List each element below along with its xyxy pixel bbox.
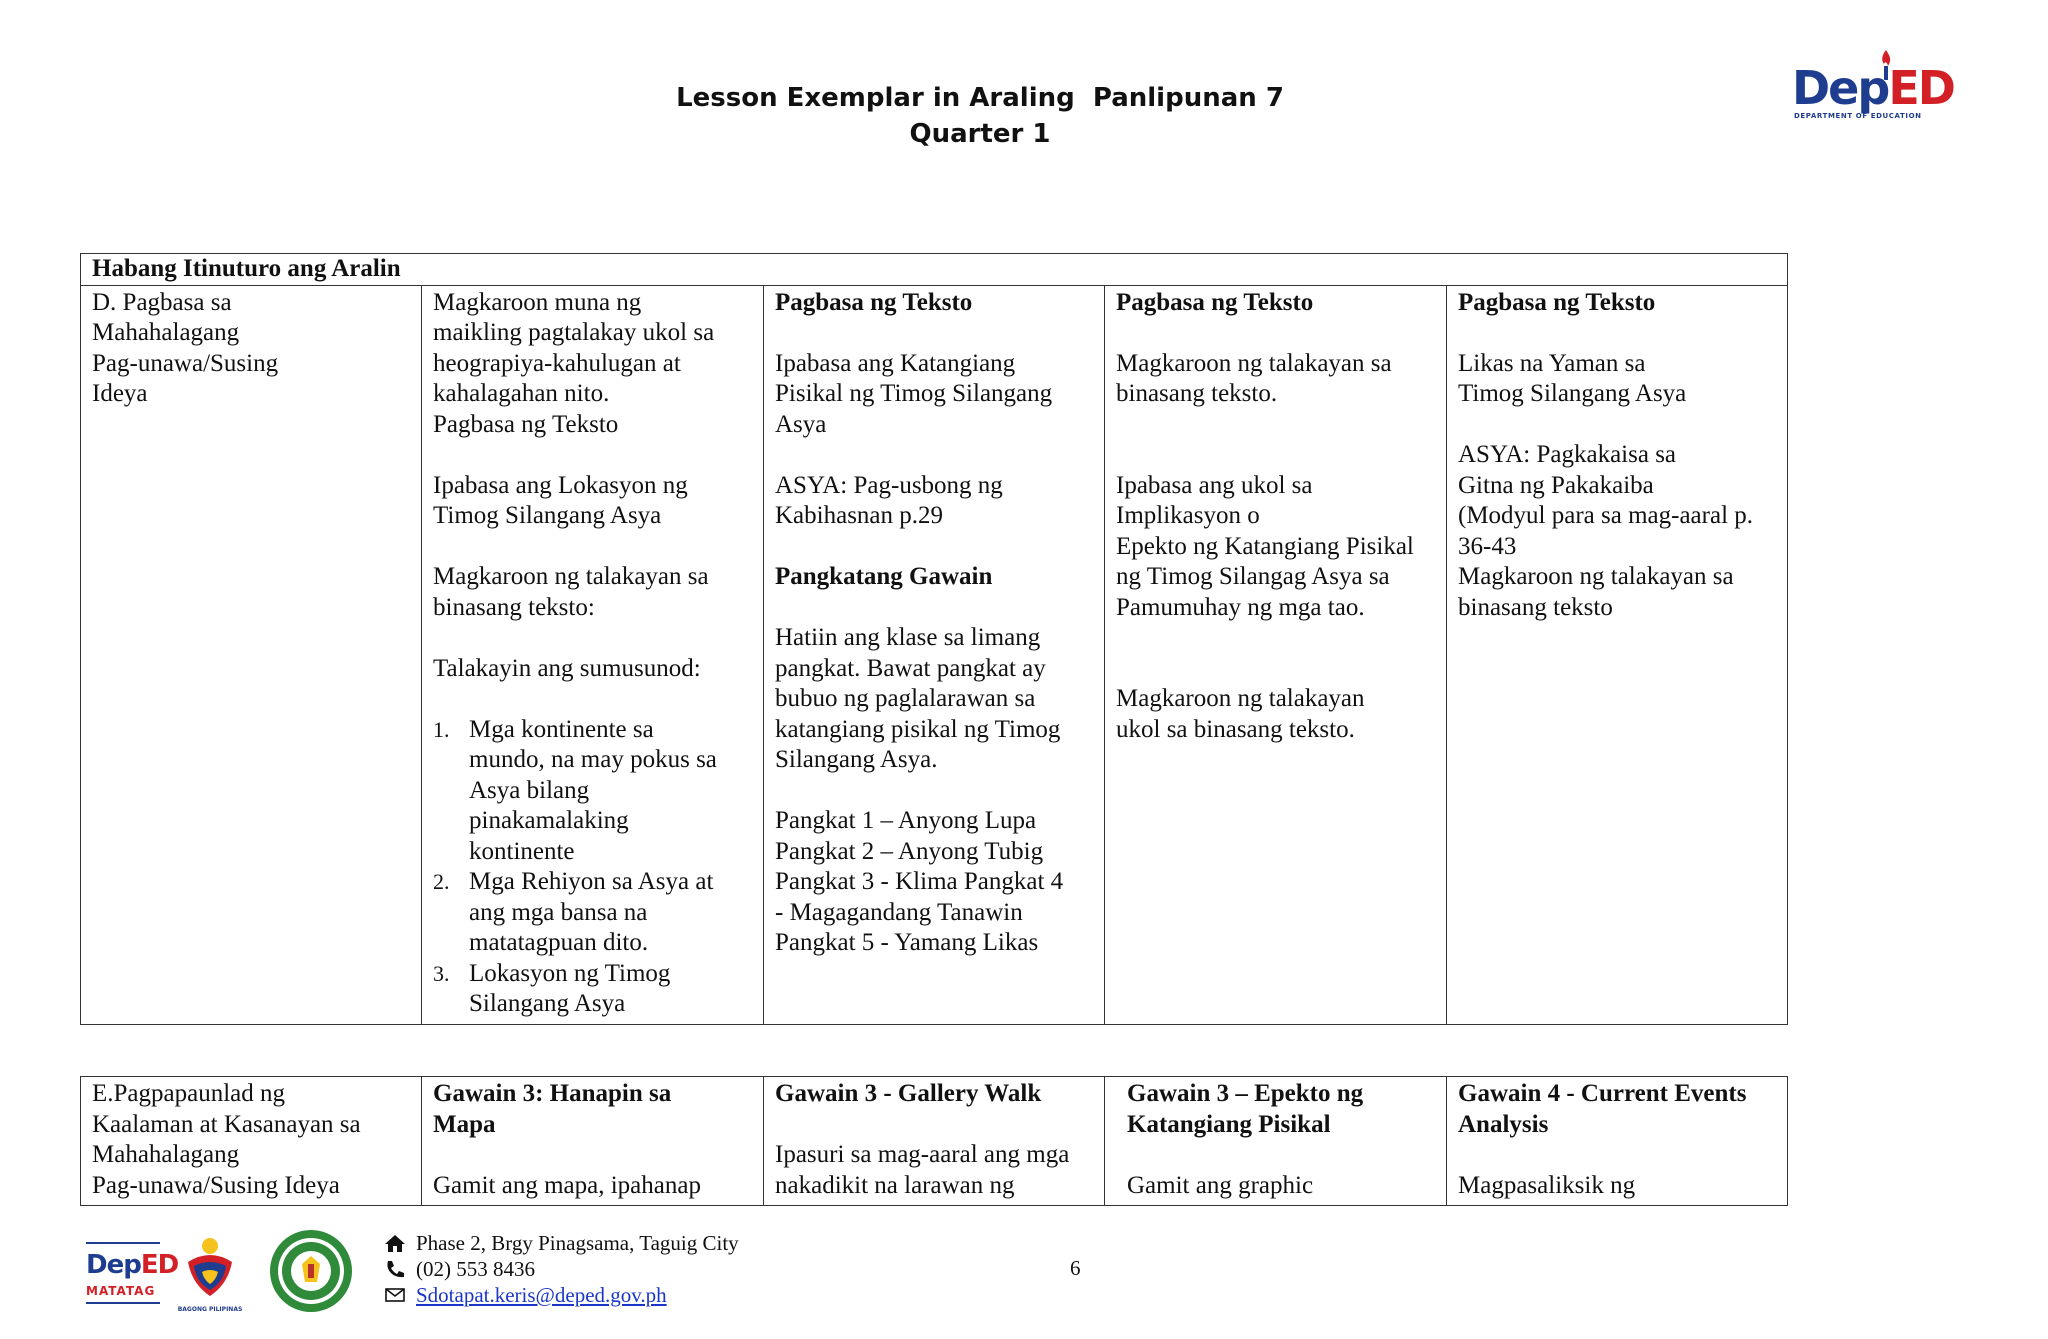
topic-number: 3.	[433, 960, 450, 986]
blank-line	[775, 440, 1094, 471]
cell-text-line: bubuo ng paglalarawan sa	[775, 685, 1036, 712]
cell-text-line: Pangkat 5 - Yamang Likas	[775, 929, 1039, 956]
cell-text-line: Gitna ng Pakakaiba	[1458, 471, 1654, 499]
cell-text-line: Silangang Asya.	[775, 746, 938, 773]
cell-text-line: Lokasyon ng Timog	[469, 959, 671, 987]
cell-text-line: Hatiin ang klase sa limang	[775, 624, 1041, 651]
bagong-pilipinas-icon	[174, 1232, 246, 1304]
blank-line	[775, 776, 1094, 807]
cell-text-line: Katangiang Pisikal	[1127, 1110, 1331, 1138]
blank-line	[1458, 318, 1777, 349]
cell-text-line: Epekto ng Katangiang Pisikal	[1116, 532, 1414, 560]
cell-text-line: Kaalaman at Kasanayan sa	[92, 1110, 361, 1138]
phone-row	[384, 1256, 739, 1282]
blank-line	[1116, 410, 1436, 441]
blank-line	[1116, 440, 1436, 471]
cell-section-label	[81, 1077, 422, 1206]
cell-text-line: Asya bilang	[469, 776, 590, 804]
cell-text-line: Ipasuri sa mag-aaral ang mga	[775, 1141, 1070, 1168]
cell-text-line: binasang teksto:	[433, 593, 595, 621]
cell-text-line: 36-43	[1458, 532, 1517, 560]
cell-text-line: maikling pagtalakay ukol sa	[433, 319, 715, 346]
cell-text-line: Mahahalagang	[92, 319, 240, 346]
cell-text-line: Magkaroon ng talakayan sa	[1458, 563, 1734, 590]
cell-column-4	[1105, 1077, 1447, 1206]
cell-text-line: Pagbasa ng Teksto	[775, 288, 973, 316]
cell-text-line: Asya	[775, 410, 827, 438]
blank-line	[1458, 410, 1777, 441]
deped-logo: DepED DEPARTMENT OF EDUCATION	[1792, 48, 1952, 128]
cell-text-line: ng Timog Silangag Asya sa	[1116, 563, 1390, 590]
blank-line	[775, 532, 1094, 563]
cell-column-2	[422, 285, 764, 1024]
cell-text-line: Mga Rehiyon sa Asya at	[469, 868, 714, 895]
blank-line	[775, 593, 1094, 624]
cell-text-line: E.Pagpapaunlad ng	[92, 1080, 286, 1107]
cell-text-line: ukol sa binasang teksto.	[1116, 715, 1355, 743]
cell-text-line: (Modyul para sa mag-aaral p.	[1458, 502, 1754, 529]
blank-line	[1116, 654, 1436, 685]
email-row	[384, 1282, 739, 1308]
cell-text-line: - Magagandang Tanawin	[775, 898, 1023, 926]
cell-text-line: Mapa	[433, 1110, 496, 1138]
cell-text-line: pinakamalaking	[469, 807, 629, 834]
blank-line	[433, 532, 753, 563]
cell-column-4	[1105, 285, 1447, 1024]
cell-text-line: nakadikit na larawan ng	[775, 1171, 1015, 1199]
cell-text-line: Pagbasa ng Teksto	[433, 410, 619, 438]
cell-text-line: Pamumuhay ng mga tao.	[1116, 593, 1365, 621]
cell-text-line: Ipabasa ang Katangiang	[775, 349, 1016, 377]
cell-text-line: Talakayin ang sumusunod:	[433, 654, 701, 682]
footer-contact	[384, 1230, 739, 1308]
page-number: 6	[1070, 1256, 1081, 1280]
cell-text-line: Gawain 3 - Gallery Walk	[775, 1080, 1042, 1107]
cell-text-line: kontinente	[469, 837, 575, 865]
address-text: Phase 2, Brgy Pinagsama, Taguig City	[416, 1231, 739, 1255]
cell-text-line: Ideya	[92, 380, 148, 407]
cell-text-line: mundo, na may pokus sa	[469, 746, 717, 773]
cell-column-2	[422, 1077, 764, 1206]
lesson-table-main	[80, 253, 1788, 1025]
cell-column-3	[764, 1077, 1105, 1206]
cell-text-line: Pagbasa ng Teksto	[1458, 288, 1656, 316]
cell-text-line: Gawain 4 - Current Events	[1458, 1080, 1747, 1107]
cell-text-line: Ipabasa ang ukol sa	[1116, 471, 1313, 499]
cell-text-line: ASYA: Pag-usbong ng	[775, 471, 1003, 499]
cell-text-line: Magkaroon ng talakayan sa	[1116, 349, 1392, 377]
blank-line	[433, 440, 753, 471]
blank-line	[1458, 1140, 1777, 1171]
topic-item	[433, 715, 753, 868]
cell-text-line: Silangang Asya	[469, 990, 626, 1017]
footer-logos	[84, 1228, 354, 1318]
cell-text-line: Magkaroon muna ng	[433, 288, 642, 316]
cell-text-line: Likas na Yaman sa	[1458, 349, 1646, 377]
lesson-table-second	[80, 1076, 1788, 1206]
blank-line	[433, 623, 753, 654]
cell-text-line: Gamit ang graphic	[1127, 1171, 1314, 1199]
blank-line	[775, 1110, 1094, 1141]
cell-text-line: D. Pagbasa sa	[92, 288, 232, 316]
cell-text-line: Implikasyon o	[1116, 502, 1260, 529]
cell-text-line: Pangkat 1 – Anyong Lupa	[775, 807, 1037, 834]
topic-item	[433, 959, 753, 1020]
topic-number: 2.	[433, 869, 450, 894]
cell-text-line: Mga kontinente sa	[469, 715, 654, 743]
cell-text-line: Pagbasa ng Teksto	[1116, 288, 1314, 316]
email-link[interactable]: Sdotapat.keris@deped.gov.ph	[416, 1283, 667, 1307]
cell-text-line: Pag-unawa/Susing	[92, 349, 279, 377]
cell-text-line: pangkat. Bawat pangkat ay	[775, 654, 1046, 682]
mail-icon	[384, 1285, 406, 1305]
cell-column-5	[1447, 285, 1788, 1024]
topics-list	[433, 715, 753, 1020]
blank-line	[775, 318, 1094, 349]
cell-text-line: kahalagahan nito.	[433, 380, 610, 407]
cell-text-line: Magkaroon ng talakayan sa	[433, 563, 709, 590]
cell-text-line: ASYA: Pagkakaisa sa	[1458, 441, 1677, 468]
cell-text-line: matatagpuan dito.	[469, 929, 649, 956]
phone-icon	[384, 1259, 406, 1279]
topic-number: 1.	[433, 716, 450, 742]
bagong-pilipinas-logo: BAGONG PILIPINAS	[174, 1232, 246, 1318]
blank-line	[433, 684, 753, 715]
cell-text-line: Gawain 3 – Epekto ng	[1127, 1080, 1364, 1107]
cell-text-line: binasang teksto	[1458, 593, 1613, 621]
cell-text-line: Kabihasnan p.29	[775, 502, 944, 529]
phone-text: (02) 553 8436	[416, 1257, 535, 1281]
title-line-1: Lesson Exemplar in Araling Panlipunan 7	[676, 83, 1284, 113]
cell-text-line: Mahahalagang	[92, 1141, 240, 1168]
cell-text-line: heograpiya-kahulugan at	[433, 349, 681, 377]
address-row	[384, 1230, 739, 1256]
document-title	[500, 80, 1460, 152]
blank-line	[1116, 318, 1436, 349]
cell-text-line: Pangkat 2 – Anyong Tubig	[775, 837, 1044, 865]
cell-text-line: Magkaroon ng talakayan	[1116, 685, 1365, 712]
cell-column-3	[764, 285, 1105, 1024]
blank-line	[433, 1140, 753, 1171]
cell-text-line: katangiang pisikal ng Timog	[775, 715, 1061, 743]
cell-text-line: Pisikal ng Timog Silangang	[775, 380, 1053, 407]
cell-section-label	[81, 285, 422, 1024]
cell-text-line: Gamit ang mapa, ipahanap	[433, 1171, 701, 1199]
cell-text-line: Magpasaliksik ng	[1458, 1171, 1636, 1199]
home-icon	[384, 1233, 406, 1253]
cell-text-line: Timog Silangang Asya	[1458, 380, 1687, 407]
cell-text-line: ang mga bansa na	[469, 898, 648, 926]
deped-matatag-logo: DepED MATATAG	[86, 1242, 164, 1312]
cell-text-line: Pangkat 3 - Klima Pangkat 4	[775, 868, 1064, 895]
table-section-header: Habang Itinuturo ang Aralin	[81, 254, 1788, 286]
cell-text-line: Pag-unawa/Susing Ideya	[92, 1171, 340, 1199]
topic-item	[433, 867, 753, 959]
cell-text-line: Analysis	[1458, 1110, 1549, 1138]
cell-column-5	[1447, 1077, 1788, 1206]
blank-line	[1127, 1140, 1436, 1171]
cell-text-line: Gawain 3: Hanapin sa	[433, 1080, 672, 1107]
cell-text-line: Pangkatang Gawain	[775, 563, 993, 590]
cell-text-line: binasang teksto.	[1116, 380, 1278, 407]
cell-text-line: Ipabasa ang Lokasyon ng	[433, 471, 688, 499]
deped-logo-subtitle: DEPARTMENT OF EDUCATION	[1794, 112, 1922, 120]
blank-line	[1116, 623, 1436, 654]
school-seal-icon	[268, 1228, 354, 1314]
cell-text-line: Timog Silangang Asya	[433, 502, 662, 529]
title-line-2: Quarter 1	[909, 119, 1051, 149]
